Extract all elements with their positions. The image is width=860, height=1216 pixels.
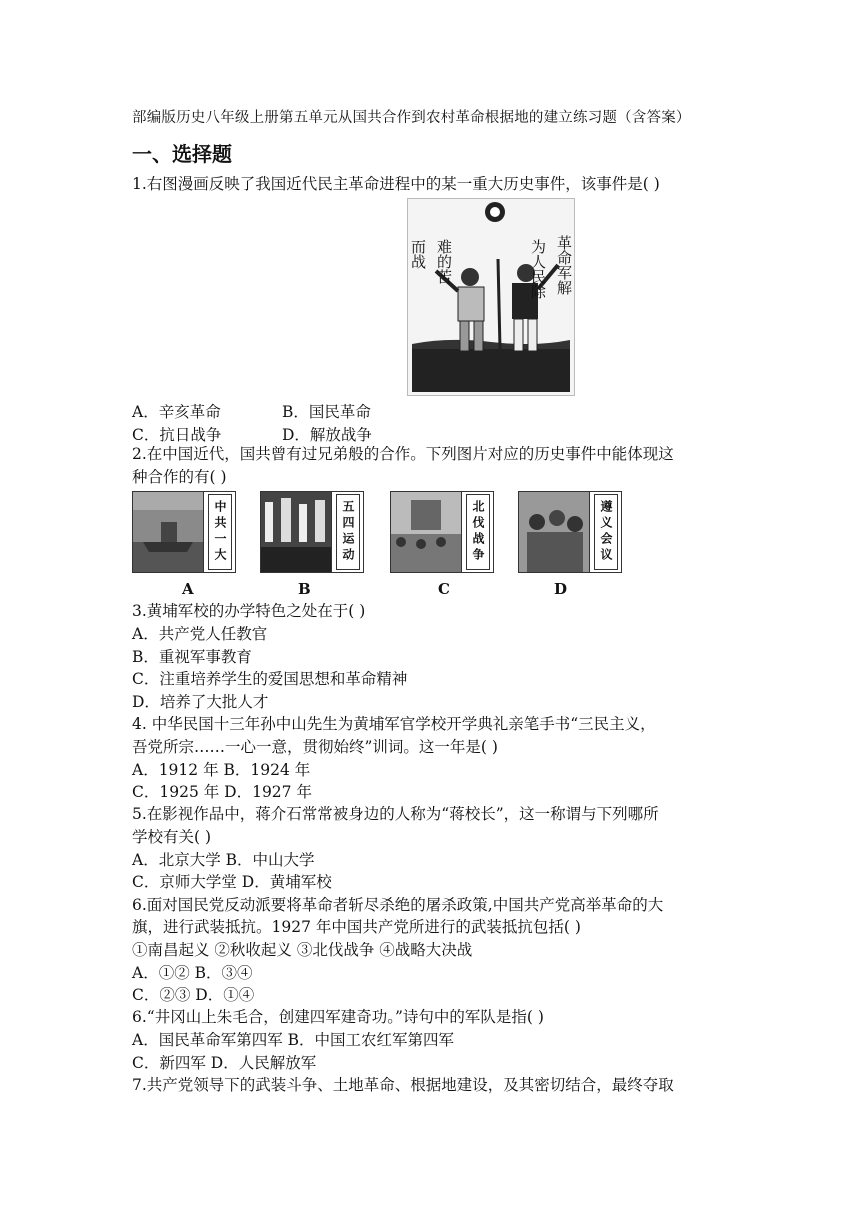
- image-c-label: 北伐战争: [466, 494, 490, 570]
- question-4-stem-line-2: 吾党所宗……一心一意，贯彻始终”训词。这一年是( ): [132, 738, 498, 756]
- question-2-image-row: [132, 491, 732, 575]
- photo-march: [391, 492, 461, 572]
- cartoon-text-mid: 难的苦: [435, 239, 453, 284]
- section-heading: 一、选择题: [132, 142, 232, 166]
- question-1-options-row-2: [132, 423, 372, 445]
- photo-meeting: [519, 492, 589, 572]
- question-6b-stem: 6.“井冈山上朱毛合，创建四军建奇功。”诗句中的军队是指( ): [132, 1008, 544, 1026]
- question-1-cartoon: [407, 198, 575, 396]
- image-d-label: 遵义会议: [594, 494, 618, 570]
- image-b-label: 五四运动: [336, 494, 360, 570]
- question-2-stem-line-1: 2.在中国近代，国共曾有过兄弟般的合作。下列图片对应的历史事件中能体现这: [132, 445, 674, 463]
- question-4-stem-line-1: 4. 中华民国十三年孙中山先生为黄埔军官学校开学典礼亲笔手书“三民主义，: [132, 715, 656, 733]
- question-1-stem: 1.右图漫画反映了我国近代民主革命进程中的某一重大历史事件，该事件是( ): [132, 175, 660, 193]
- question-6b-options-row-1: A．国民革命军第四军 B．中国工农红军第四军: [132, 1031, 455, 1049]
- document-title: 部编版历史八年级上册第五单元从国共合作到农村革命根据地的建立练习题（含答案）: [132, 110, 691, 126]
- question-6a-stem-line-2: 旗，进行武装抵抗。1927 年中国共产党所进行的武装抵抗包括( ): [132, 918, 581, 936]
- image-a-letter: A: [182, 580, 194, 598]
- question-6a-options-row-1: A．①② B．③④: [132, 964, 253, 982]
- cartoon-text-left: 而战: [409, 239, 427, 269]
- question-6a-items: ①南昌起义 ②秋收起义 ③北伐战争 ④战略大决战: [132, 941, 473, 959]
- question-3-stem: 3.黄埔军校的办学特色之处在于( ): [132, 602, 366, 620]
- cartoon-text-right: 革命军解: [555, 235, 573, 295]
- photo-crowd: [261, 492, 331, 572]
- question-6b-options-row-2: C．新四军 D．人民解放军: [132, 1054, 317, 1072]
- question-6a-stem-line-1: 6.面对国民党反动派要将革命者斩尽杀绝的屠杀政策,中国共产党高举革命的大: [132, 896, 664, 914]
- option-a: A．辛亥革命: [132, 403, 221, 421]
- option-b: B．国民革命: [282, 403, 371, 421]
- option-c: C．抗日战争: [132, 426, 222, 444]
- question-5-stem-line-1: 5.在影视作品中，蒋介石常常被身边的人称为“蒋校长”，这一称谓与下列哪所: [132, 805, 659, 823]
- image-a: [132, 491, 236, 573]
- question-2-stem-line-2: 种合作的有( ): [132, 468, 227, 486]
- question-3-option-b: B．重视军事教育: [132, 648, 252, 666]
- image-b: [260, 491, 364, 573]
- question-3-option-a: A．共产党人任教官: [132, 625, 268, 643]
- image-d: [518, 491, 622, 573]
- cartoon-illustration: [408, 199, 574, 395]
- photo-boat: [133, 492, 203, 572]
- question-5-options-row-2: C．京师大学堂 D．黄埔军校: [132, 873, 332, 891]
- question-5-options-row-1: A．北京大学 B．中山大学: [132, 851, 315, 869]
- question-6a-options-row-2: C．②③ D．①④: [132, 986, 255, 1004]
- question-5-stem-line-2: 学校有关( ): [132, 828, 212, 846]
- question-1-options-row-1: [132, 400, 371, 422]
- image-a-label: 中共一大: [208, 494, 232, 570]
- image-b-letter: B: [298, 580, 311, 598]
- image-c: [390, 491, 494, 573]
- image-d-letter: D: [554, 580, 568, 598]
- question-4-options-row-2: C．1925 年 D．1927 年: [132, 783, 312, 801]
- question-4-options-row-1: A．1912 年 B．1924 年: [132, 761, 311, 779]
- option-d: D．解放战争: [282, 426, 372, 444]
- cartoon-text-right2: 为人民除: [529, 239, 547, 299]
- question-7-stem: 7.共产党领导下的武装斗争、土地革命、根据地建设，及其密切结合，最终夺取: [132, 1076, 674, 1094]
- question-3-option-d: D．培养了大批人才: [132, 693, 269, 711]
- question-3-option-c: C．注重培养学生的爱国思想和革命精神: [132, 670, 408, 688]
- image-c-letter: C: [438, 580, 450, 598]
